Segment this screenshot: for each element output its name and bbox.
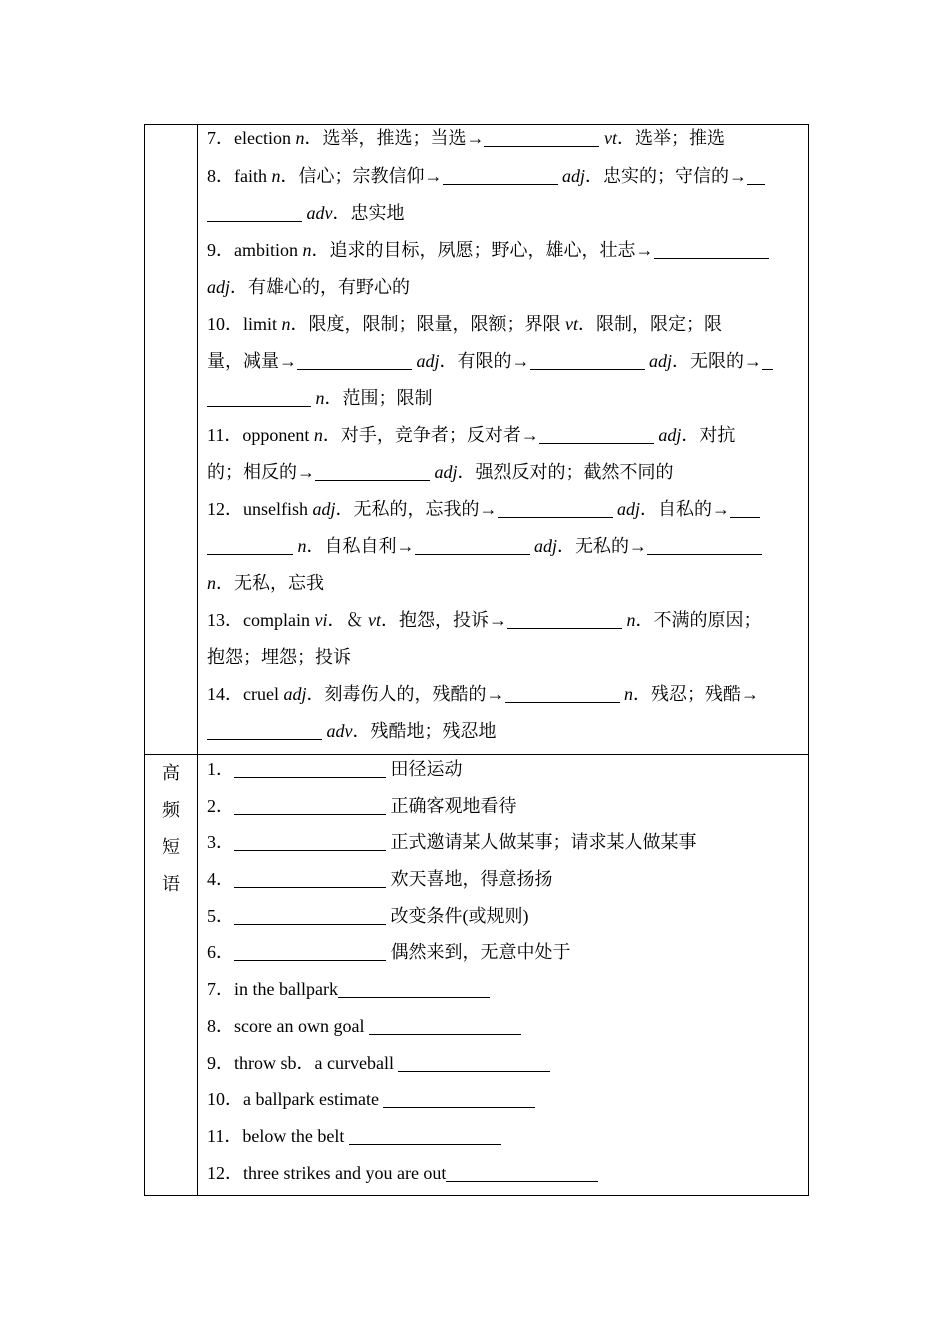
word-entry-11: 11．opponent n．对手，竞争者；反对者→ adj．对抗 <box>207 425 736 445</box>
phrase-entry: 10．a ballpark estimate <box>207 1085 799 1122</box>
answer-blank[interactable] <box>234 759 386 778</box>
answer-blank[interactable] <box>498 499 613 518</box>
phrase-entry: 4． 欢天喜地，得意扬扬 <box>207 869 553 890</box>
phrases-label: 高 频 短 语 <box>162 763 180 894</box>
phrase-entry: 8．score an own goal <box>207 1012 799 1049</box>
word-list <box>198 125 808 754</box>
answer-blank[interactable] <box>207 203 302 222</box>
answer-blank[interactable] <box>505 684 620 703</box>
answer-blank[interactable] <box>762 351 773 370</box>
word-entry-13-cont: 抱怨；埋怨；投诉 <box>207 647 351 667</box>
answer-blank[interactable] <box>415 536 530 555</box>
answer-blank[interactable] <box>647 536 762 555</box>
word-entry-11-cont: 的；相反的→ adj．强烈反对的；截然不同的 <box>207 462 674 482</box>
answer-blank[interactable] <box>234 942 386 961</box>
word-entry-14-cont: adv．残酷地；残忍地 <box>207 717 799 754</box>
word-entry-12: 12．unselfish adj．无私的，忘我的→ adj．自私的→ <box>207 495 799 532</box>
answer-blank[interactable] <box>207 388 311 407</box>
phrase-row <box>145 755 809 1196</box>
answer-blank[interactable] <box>507 610 622 629</box>
word-entry-9-cont: adj．有雄心的，有野心的 <box>207 277 411 297</box>
answer-blank[interactable] <box>383 1089 535 1108</box>
vocabulary-table <box>144 124 809 1196</box>
answer-blank[interactable] <box>530 351 645 370</box>
answer-blank[interactable] <box>234 869 386 888</box>
answer-blank[interactable] <box>730 499 760 518</box>
word-entry-9: 9．ambition n．追求的目标，夙愿；野心，雄心，壮志→ <box>207 236 799 273</box>
phrases-content-cell <box>198 755 809 1196</box>
vocab-content-cell <box>198 125 809 755</box>
answer-blank[interactable] <box>443 166 558 185</box>
word-entry-12-cont: n．自私自利→ adj．无私的→ <box>207 532 799 569</box>
answer-blank[interactable] <box>297 351 412 370</box>
word-entry-7: 7．election n．选举，推选；当选→ vt．选举；推选 <box>207 128 725 148</box>
answer-blank[interactable] <box>369 1016 521 1035</box>
word-entry-12-cont2: n．无私，忘我 <box>207 573 324 593</box>
phrase-entry: 7．in the ballpark <box>207 975 799 1012</box>
answer-blank[interactable] <box>234 796 386 815</box>
answer-blank[interactable] <box>446 1163 598 1182</box>
phrase-entry: 6． 偶然来到，无意中处于 <box>207 942 571 963</box>
phrase-list <box>198 755 808 1195</box>
word-entry-10-cont: 量，减量→ adj．有限的→ adj．无限的→ <box>207 347 799 384</box>
phrase-entry: 5． 改变条件(或规则) <box>207 905 529 926</box>
answer-blank[interactable] <box>654 240 769 259</box>
empty-label-cell <box>145 125 198 755</box>
phrase-entry: 9．throw sb．a curveball <box>207 1049 799 1086</box>
word-entry-13: 13．complain vi．＆ vt．抱怨，投诉→ n．不满的原因； <box>207 610 762 630</box>
vocab-row <box>145 125 809 755</box>
phrase-entry: 1． 田径运动 <box>207 759 463 779</box>
answer-blank[interactable] <box>234 832 386 851</box>
answer-blank[interactable] <box>484 128 599 147</box>
answer-blank[interactable] <box>338 979 490 998</box>
answer-blank[interactable] <box>234 906 386 925</box>
word-entry-14: 14．cruel adj．刻毒伤人的，残酷的→ n．残忍；残酷→ <box>207 684 759 704</box>
answer-blank[interactable] <box>207 536 293 555</box>
phrase-entry: 11．below the belt <box>207 1122 799 1159</box>
word-entry-10-cont2: n．范围；限制 <box>207 384 799 421</box>
phrase-entry: 12．three strikes and you are out <box>207 1159 799 1196</box>
phrase-entry: 2． 正确客观地看待 <box>207 795 517 816</box>
answer-blank[interactable] <box>349 1126 501 1145</box>
answer-blank[interactable] <box>315 462 430 481</box>
answer-blank[interactable] <box>398 1053 550 1072</box>
word-entry-8: 8．faith n．信心；宗教信仰→ adj．忠实的；守信的→ <box>207 162 799 199</box>
phrase-entry: 3． 正式邀请某人做某事；请求某人做某事 <box>207 832 697 853</box>
answer-blank[interactable] <box>207 721 322 740</box>
answer-blank[interactable] <box>539 425 654 444</box>
word-entry-8-cont: adv．忠实地 <box>207 199 799 236</box>
phrases-label-cell <box>145 755 198 1196</box>
word-entry-10: 10．limit n．限度，限制；限量，限额；界限 vt．限制，限定；限 <box>207 314 723 334</box>
answer-blank[interactable] <box>747 166 765 185</box>
